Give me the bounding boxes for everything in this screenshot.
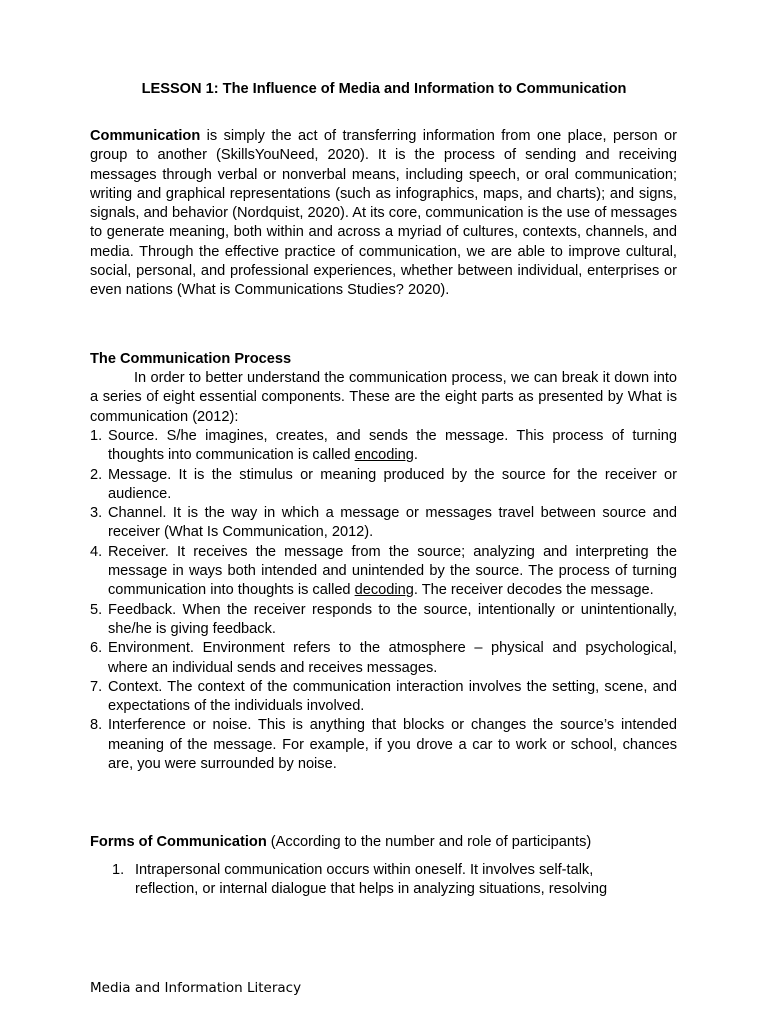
forms-list-item: [90, 861, 650, 900]
step-text: Context. The context of the communication interaction involves the setting, scene, and expectations of the individuals involved.: [108, 678, 677, 715]
process-step: [90, 466, 677, 505]
underlined-term-encoding: encoding: [354, 447, 414, 464]
step-number: 8.: [90, 717, 103, 734]
step-text: Channel. It is the way in which a message or messages travel between source and receiver (What Is Communication, 2012).: [108, 505, 677, 541]
step-text-end: .: [413, 447, 418, 464]
step-number: 4.: [90, 543, 103, 560]
process-step: [90, 427, 677, 466]
underlined-term-decoding: decoding: [354, 582, 414, 599]
step-number: 5.: [90, 601, 103, 618]
process-step: [90, 678, 677, 717]
forms-item-text: Intrapersonal communication occurs within oneself. It involves self-talk, reflection, or internal dialogue that helps in analyzing situations, resolving: [135, 862, 608, 898]
step-number: 7.: [90, 678, 103, 695]
step-text: Environment. Environment refers to the atmosphere – physical and psychological, where an individual sends and receives messages.: [108, 640, 677, 676]
forms-heading-title: Forms of Communication: [90, 834, 267, 850]
process-intro-paragraph: In order to better understand the communication process, we can break it down into a series of eight essential components. These are the eight parts as presented by What is communication (2012):: [90, 370, 677, 425]
process-step: [90, 543, 677, 601]
step-text: Message. It is the stimulus or meaning produced by the source for the receiver or audience.: [108, 466, 677, 502]
step-number: 3.: [90, 505, 103, 522]
step-text: Source. S/he imagines, creates, and sends the message. This process of turning thoughts into communication is called: [108, 428, 677, 464]
process-step: [90, 716, 677, 774]
process-heading: The Communication Process: [90, 351, 292, 367]
step-text: Feedback. When the receiver responds to the source, intentionally or unintentionally, she/he is giving feedback.: [108, 601, 677, 637]
step-number: 1.: [90, 428, 103, 444]
intro-text: is simply the act of transferring information from one place, person or group to another (SkillsYouNeed, 2020). It is the process of sending and receiving messages through verbal or nonverbal means, including speech, or oral communication; writing and graphical representations (such as infographics, maps, and charts); and signs, signals, and behavior (Nordquist, 2020). At its core, communication is the use of messages to generate meaning, both within and across a myriad of cultures, contexts, channels, and media. Through the effective practice of communication, we are able to improve cultural, social, personal, and professional experiences, whether between individual, enterprises or even nations (What is Communications Studies? 2020).: [90, 128, 677, 299]
step-number: 6.: [90, 640, 103, 657]
step-text: Receiver. It receives the message from the source; analyzing and interpreting the message in ways both intended and unintended by the source. The process of turning communication into thoughts is called: [108, 543, 677, 599]
process-step: [90, 504, 677, 543]
forms-heading-note: (According to the number and role of participants): [266, 834, 592, 850]
forms-list: [90, 861, 650, 900]
forms-heading: [90, 833, 591, 852]
step-number: 2.: [90, 466, 103, 483]
process-step: [90, 639, 677, 678]
step-text: Interference or noise. This is anything that blocks or changes the source’s intended meaning of the message. For example, if you drove a car to work or school, chances are, you were surrounded by noise.: [108, 717, 677, 773]
step-text-end: . The receiver decodes the message.: [413, 582, 654, 599]
forms-item-number: 1.: [112, 862, 125, 878]
lesson-title: LESSON 1: The Influence of Media and Information to Communication: [141, 81, 627, 97]
intro-term: Communication: [90, 128, 201, 144]
page-footer: Media and Information Literacy: [90, 980, 302, 996]
intro-paragraph: [90, 127, 677, 301]
process-steps-list: [90, 427, 677, 774]
process-step: [90, 601, 677, 640]
